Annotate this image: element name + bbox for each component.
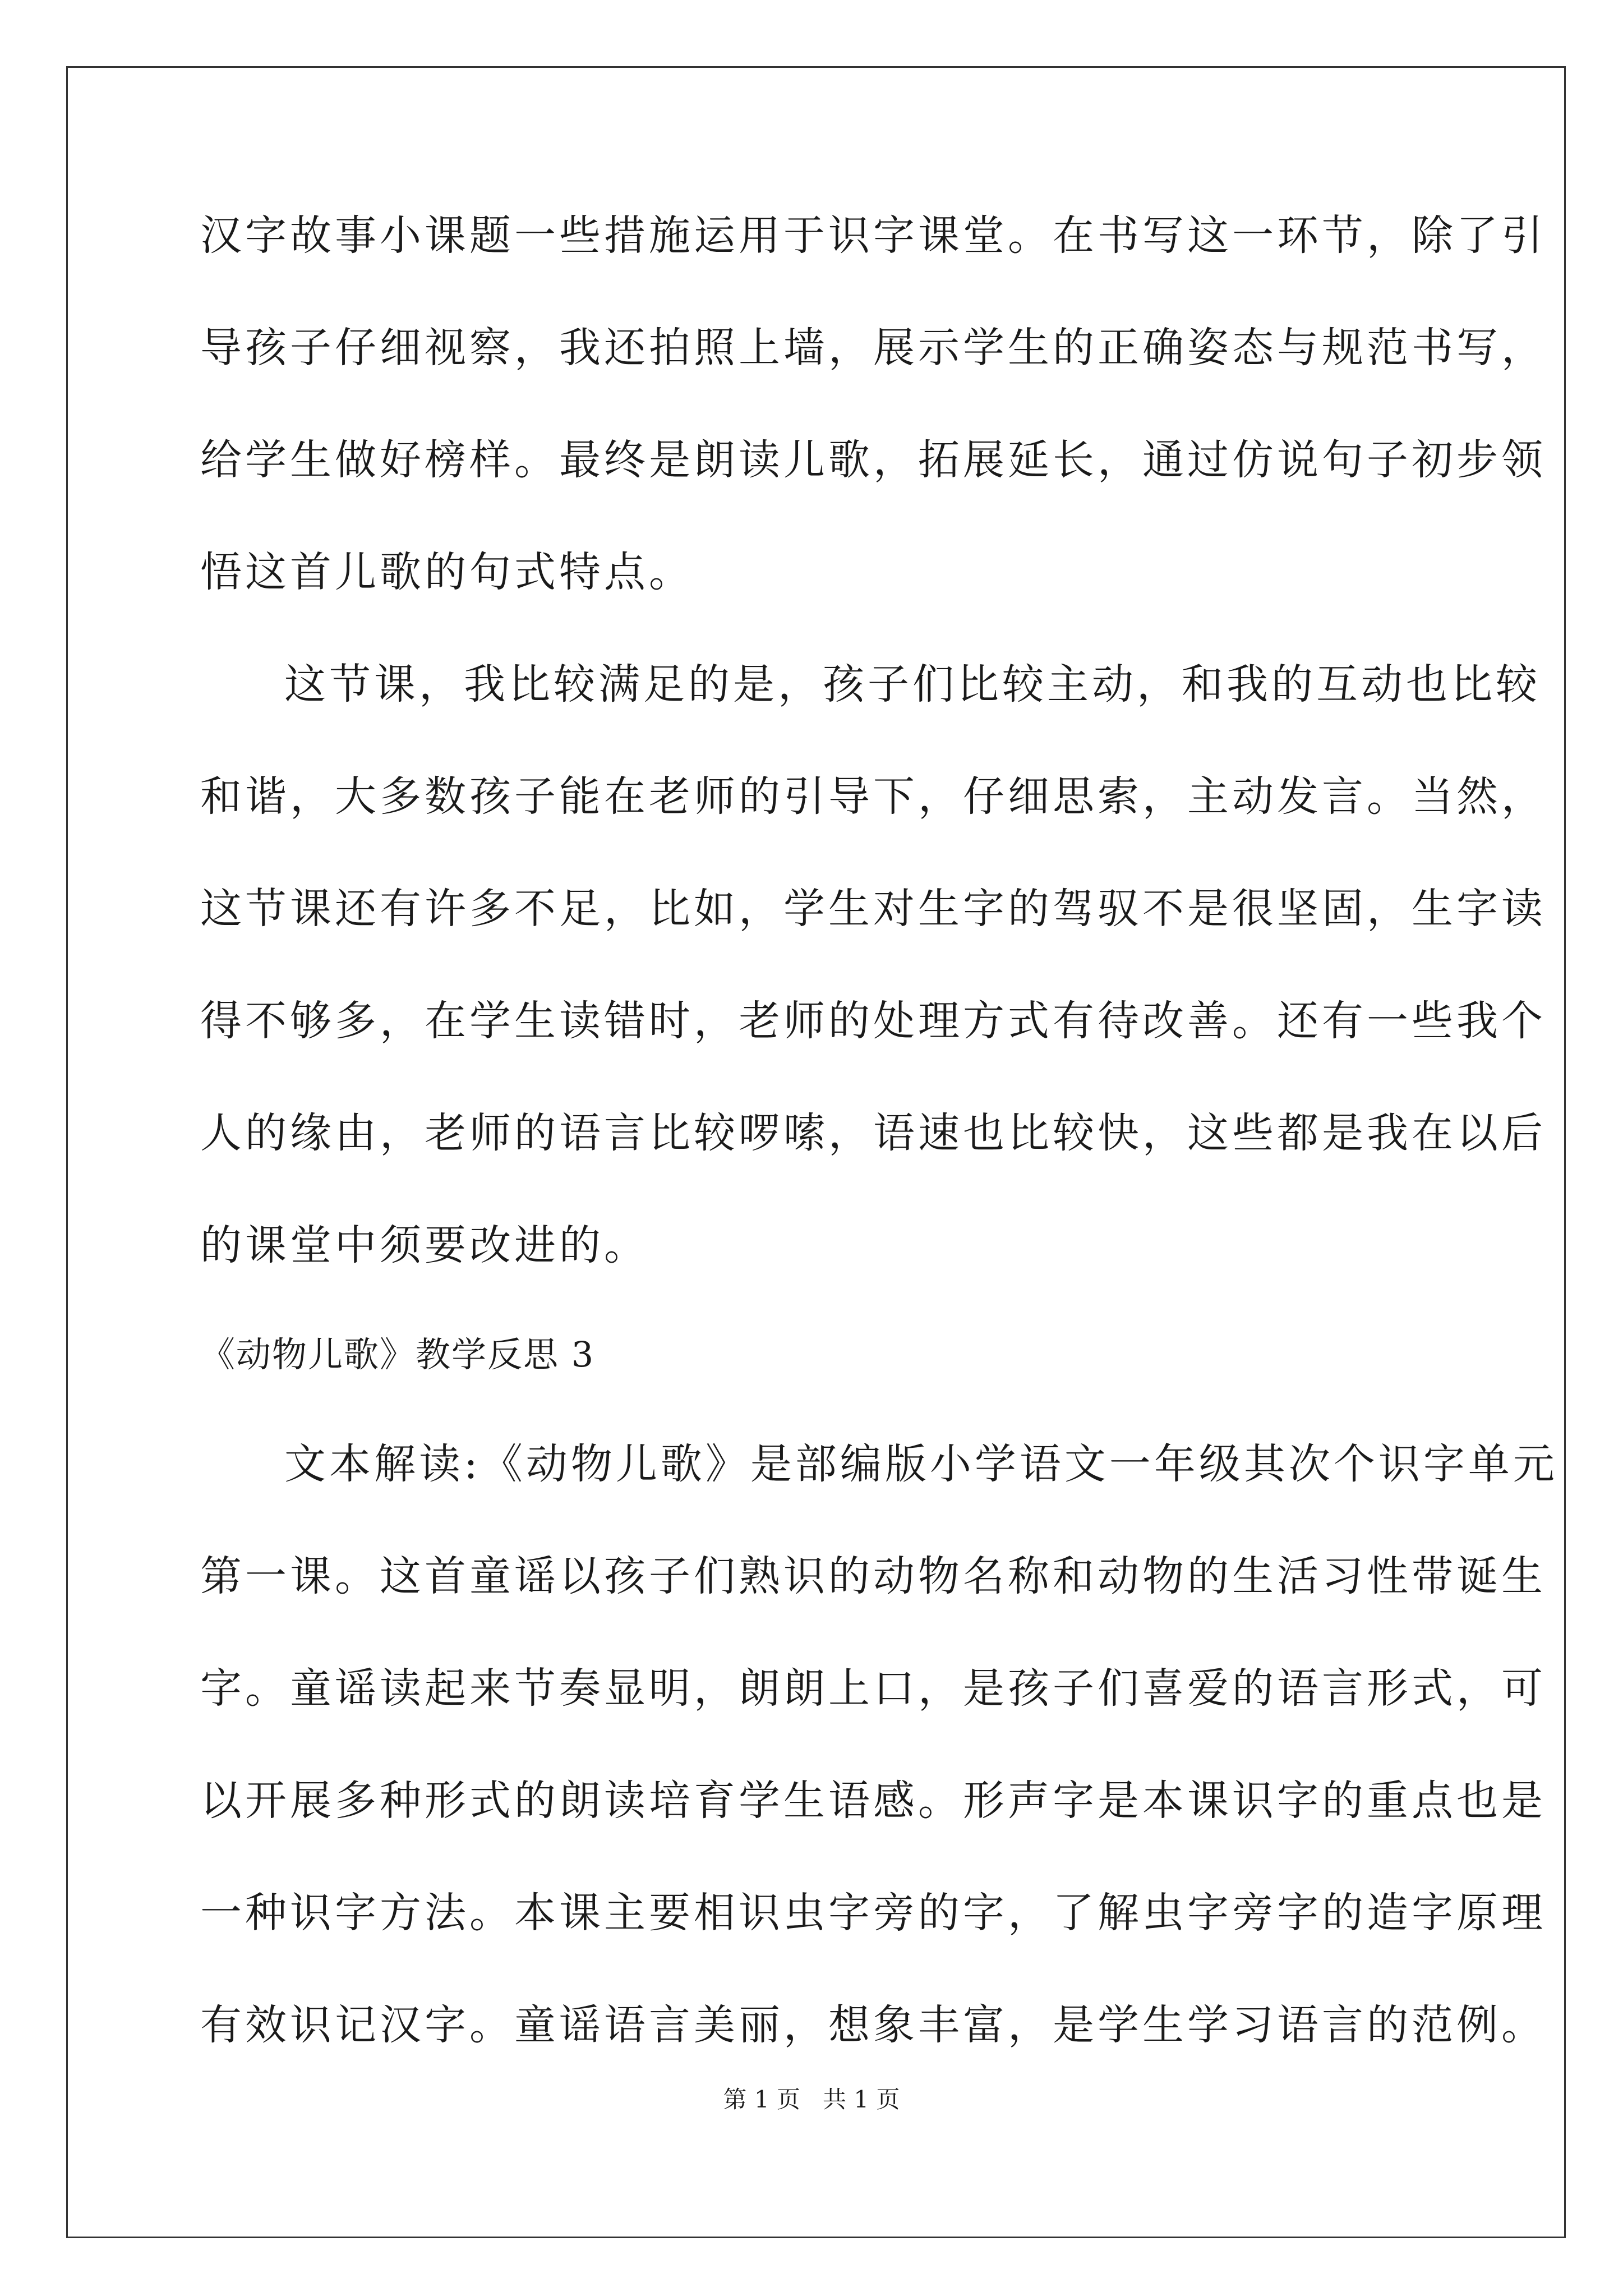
text-line: 这节课，我比较满足的是，孩子们比较主动，和我的互动也比较 — [284, 660, 1541, 708]
text-line: 这节课还有许多不足，比如，学生对生字的驾驭不是很坚固，生字读 — [200, 885, 1546, 933]
text-line: 一种识字方法。本课主要相识虫字旁的字，了解虫字旁字的造字原理 — [200, 1889, 1546, 1937]
text-line: 的课堂中须要改进的。 — [200, 1221, 649, 1269]
text-line: 第一课。这首童谣以孩子们熟识的动物名称和动物的生活习性带诞生 — [200, 1552, 1546, 1600]
text-line: 人的缘由，老师的语言比较啰嗦，语速也比较快，这些都是我在以后 — [200, 1109, 1546, 1157]
text-line: 以开展多种形式的朗读培育学生语感。形声字是本课识字的重点也是 — [200, 1777, 1546, 1825]
text-line: 和谐，大多数孩子能在老师的引导下，仔细思索，主动发言。当然， — [200, 772, 1546, 821]
document-body — [200, 180, 1558, 2081]
text-line: 悟这首儿歌的句式特点。 — [200, 548, 694, 596]
paragraph-1 — [200, 180, 1546, 628]
text-line: 有效识记汉字。童谣语言美丽，想象丰富，是学生学习语言的范例。 — [200, 2001, 1546, 2049]
page-number: 第 1 页 共 1 页 — [723, 2086, 900, 2113]
section-heading: 《动物儿歌》教学反思 3 — [200, 1334, 595, 1375]
text-line: 给学生做好榜样。最终是朗读儿歌，拓展延长，通过仿说句子初步领 — [200, 436, 1546, 484]
paragraph-3 — [200, 1408, 1558, 2081]
text-line: 字。童谣读起来节奏显明，朗朗上口，是孩子们喜爱的语言形式，可 — [200, 1664, 1546, 1713]
text-line: 得不够多，在学生读错时，老师的处理方式有待改善。还有一些我个 — [200, 997, 1546, 1045]
text-line: 汉字故事小课题一些措施运用于识字课堂。在书写这一环节，除了引 — [200, 211, 1546, 260]
text-line: 文本解读:《动物儿歌》是部编版小学语文一年级其次个识字单元 — [284, 1440, 1558, 1488]
text-line: 导孩子仔细视察，我还拍照上墙，展示学生的正确姿态与规范书写， — [200, 324, 1546, 372]
paragraph-2 — [200, 628, 1546, 1301]
